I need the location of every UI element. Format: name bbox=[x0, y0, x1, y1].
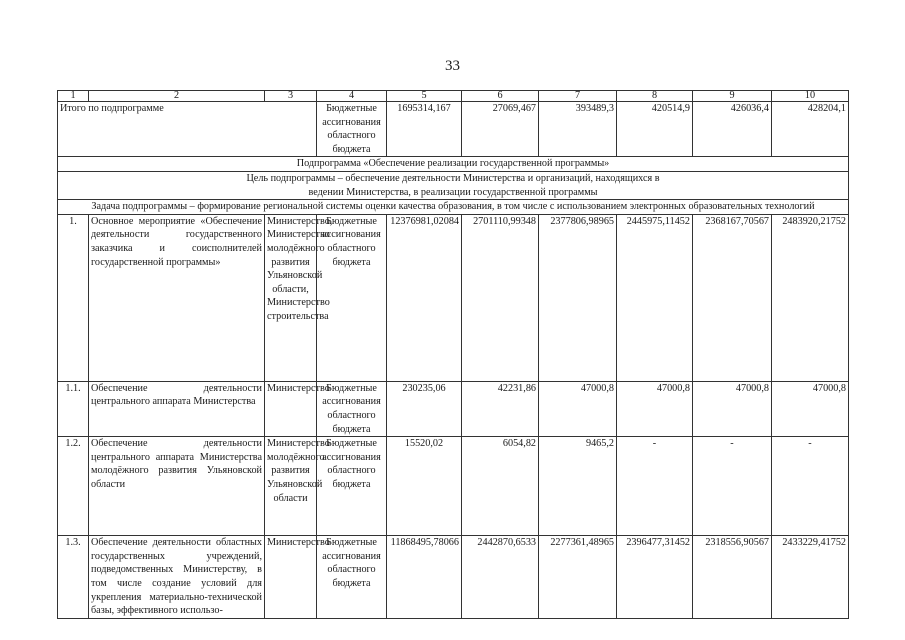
value-cell: 27069,467 bbox=[462, 102, 539, 157]
page-number: 33 bbox=[445, 58, 460, 74]
column-number: 3 bbox=[265, 91, 317, 102]
value-cell: 2396477,31452 bbox=[617, 536, 693, 619]
value-cell: 42231,86 bbox=[462, 381, 539, 436]
funding-source: Бюджетные ассигнования областного бюджета bbox=[317, 102, 387, 157]
funding-source: Бюджетные ассигнования областного бюджета bbox=[317, 214, 387, 381]
subprogram-task: Задача подпрограммы – формирование региональной системы оценки качества образования, в том числе с использованием электронных образовательных технологий bbox=[58, 200, 849, 215]
value-cell: 47000,8 bbox=[617, 381, 693, 436]
row-number: 1.1. bbox=[58, 381, 89, 436]
value-cell: 47000,8 bbox=[693, 381, 772, 436]
column-number: 9 bbox=[693, 91, 772, 102]
funding-source: Бюджетные ассигнования областного бюджета bbox=[317, 437, 387, 536]
funding-source: Бюджетные ассигнования областного бюджета bbox=[317, 536, 387, 619]
goal-row bbox=[58, 171, 849, 199]
column-number: 4 bbox=[317, 91, 387, 102]
table-row bbox=[58, 437, 849, 536]
total-row bbox=[58, 102, 849, 157]
value-cell: 12376981,02084 bbox=[387, 214, 462, 381]
value-cell: 1695314,167 bbox=[387, 102, 462, 157]
value-cell: 2377806,98965 bbox=[539, 214, 617, 381]
column-number: 6 bbox=[462, 91, 539, 102]
value-cell: 2318556,90567 bbox=[693, 536, 772, 619]
column-number: 2 bbox=[89, 91, 265, 102]
table-row bbox=[58, 214, 849, 381]
value-cell: 2368167,70567 bbox=[693, 214, 772, 381]
total-label: Итого по подпрограмме bbox=[58, 102, 317, 157]
column-number-row bbox=[58, 91, 849, 102]
subprogram-goal: Цель подпрограммы – обеспечение деятельности Министерства и организаций, находящихся в ведении Министерства, в реализации государственной программы bbox=[58, 171, 849, 199]
row-description: Обеспечение деятельности областных государственных учреждений, подведомственных Министерству, в том числе создание условий для укрепления материально-технической базы, эффективного использо- bbox=[89, 536, 265, 619]
value-cell: 2277361,48965 bbox=[539, 536, 617, 619]
value-cell: 2701110,99348 bbox=[462, 214, 539, 381]
value-cell: 15520,02 bbox=[387, 437, 462, 536]
value-cell: 11868495,78066 bbox=[387, 536, 462, 619]
value-cell: - bbox=[693, 437, 772, 536]
value-cell: 2442870,6533 bbox=[462, 536, 539, 619]
column-number: 7 bbox=[539, 91, 617, 102]
value-cell: - bbox=[617, 437, 693, 536]
funding-source: Бюджетные ассигнования областного бюджета bbox=[317, 381, 387, 436]
table-row bbox=[58, 536, 849, 619]
row-executor: Министерство, Министерство молодёжного развития Ульяновской области, Министерство строительства bbox=[265, 214, 317, 381]
value-cell: 426036,4 bbox=[693, 102, 772, 157]
value-cell: 47000,8 bbox=[539, 381, 617, 436]
value-cell: 6054,82 bbox=[462, 437, 539, 536]
row-executor: Министерство bbox=[265, 381, 317, 436]
column-number: 5 bbox=[387, 91, 462, 102]
value-cell: 428204,1 bbox=[772, 102, 849, 157]
column-number: 10 bbox=[772, 91, 849, 102]
row-executor: Министерство bbox=[265, 536, 317, 619]
value-cell: 2483920,21752 bbox=[772, 214, 849, 381]
value-cell: 2445975,11452 bbox=[617, 214, 693, 381]
subprogram-title: Подпрограмма «Обеспечение реализации государственной программы» bbox=[58, 157, 849, 172]
subprogram-row bbox=[58, 157, 849, 172]
row-number: 1.3. bbox=[58, 536, 89, 619]
budget-table bbox=[57, 90, 849, 619]
column-number: 1 bbox=[58, 91, 89, 102]
table-row bbox=[58, 381, 849, 436]
value-cell: 230235,06 bbox=[387, 381, 462, 436]
value-cell: - bbox=[772, 437, 849, 536]
row-description: Обеспечение деятельности центрального аппарата Министерства молодёжного развития Ульяновской области bbox=[89, 437, 265, 536]
value-cell: 420514,9 bbox=[617, 102, 693, 157]
row-number: 1. bbox=[58, 214, 89, 381]
column-number: 8 bbox=[617, 91, 693, 102]
task-row bbox=[58, 200, 849, 215]
row-description: Обеспечение деятельности центрального аппарата Министерства bbox=[89, 381, 265, 436]
value-cell: 47000,8 bbox=[772, 381, 849, 436]
value-cell: 9465,2 bbox=[539, 437, 617, 536]
row-executor: Министерство молодёжного развития Ульяновской области bbox=[265, 437, 317, 536]
value-cell: 393489,3 bbox=[539, 102, 617, 157]
row-number: 1.2. bbox=[58, 437, 89, 536]
value-cell: 2433229,41752 bbox=[772, 536, 849, 619]
row-description: Основное мероприятие «Обеспечение деятельности государственного заказчика и соисполнителей государственной программы» bbox=[89, 214, 265, 381]
